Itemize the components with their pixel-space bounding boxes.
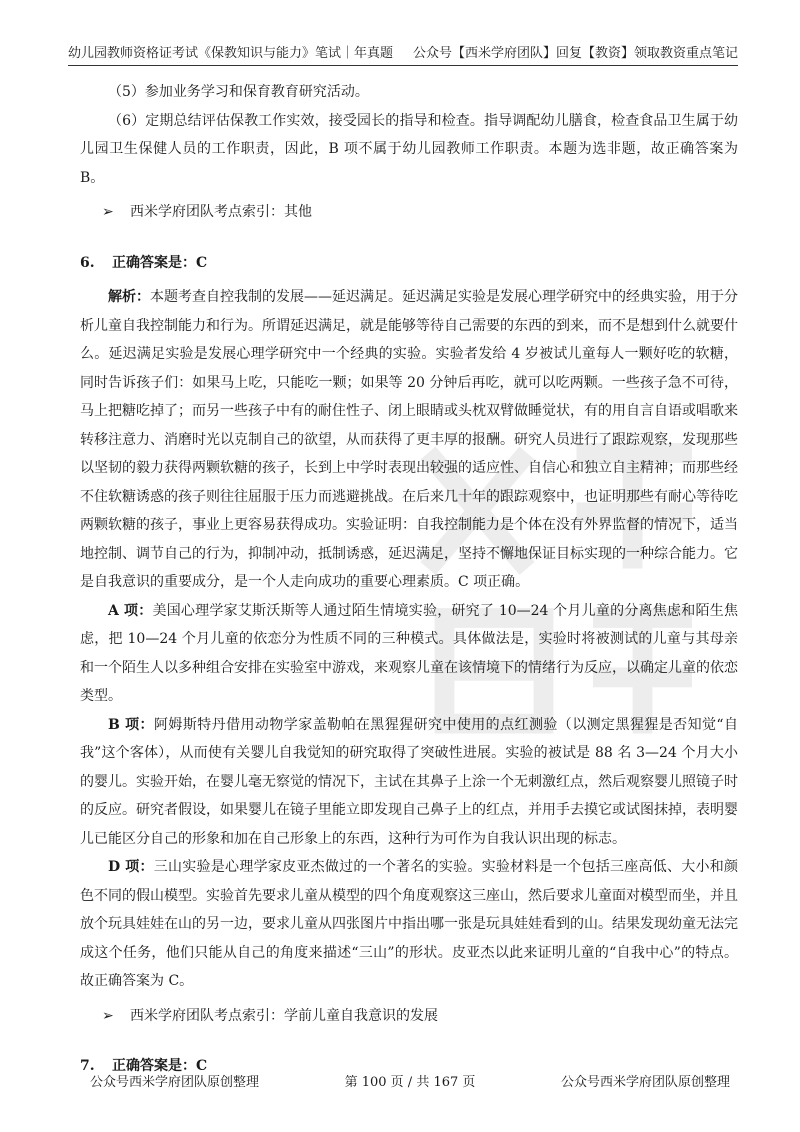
option-a-paragraph [80, 597, 738, 711]
topic-index-bullet [80, 198, 738, 227]
paragraph-duty-5: （5）参加业务学习和保育教育研究活动。 [108, 84, 369, 100]
question-number: 6. [80, 254, 95, 271]
option-d-text: 三山实验是心理学家皮亚杰做过的一个著名的实验。实验材料是一个包括三座高低、大小和颜色不同的假山模型。实验首先要求儿童从模型的四个角度观察这三座山，然后要求儿童面对模型而坐，并且放个玩具娃娃在山的另一边，要求儿童从四张图片中指出哪一张是玩具娃娃看到的山。结果发现幼童无法完成这个任务，他们只能从自己的角度来描述“三山”的形状。皮亚杰以此来证明儿童的“自我中心”的特点。故正确答案为 C。 [80, 859, 738, 989]
analysis-text: 本题考查自控我制的发展——延迟满足。延迟满足实验是发展心理学研究中的经典实验，用于分析儿童自我控制能力和行为。所谓延迟满足，就是能够等待自己需要的东西的到来，而不是想到什么就要什么。延迟满足实验是发展心理学研究中一个经典的实验。实验者发给 4 岁被试儿童每人一颗好吃的软糖，同时告诉孩子们：如果马上吃，只能吃一颗；如果等 20 分钟后再吃，就可以吃两颗。一些孩子急不可待，马上把糖吃掉了；而另一些孩子中有的耐住性子、闭上眼睛或头枕双臂做睡觉状，有的用自言自语或唱歌来转移注意力、消磨时光以克制自己的欲望，从而获得了更丰厚的报酬。研究人员进行了跟踪观察，发现那些以坚韧的毅力获得两颗软糖的孩子，长到上中学时表现出较强的适应性、自信心和独立自主精神；而那些经不住软糖诱惑的孩子则往往屈服于压力而逃避挑战。在后来几十年的跟踪观察中，也证明那些有耐心等待吃两颗软糖的孩子，事业上更容易获得成功。实验证明：自我控制能力是个体在没有外界监督的情况下，适当地控制、调节自己的行为，抑制冲动，抵制诱惑，延迟满足，坚持不懈地保证目标实现的一种综合能力。它是自我意识的重要成分，是一个人走向成功的重要心理素质。C 项正确。 [80, 289, 738, 590]
page-number: 第 100 页 / 共 167 页 [344, 1075, 476, 1090]
option-b-text: 阿姆斯特丹借用动物学家盖勒帕在黑猩猩研究中使用的点红测验（以测定黑猩猩是否知觉“自我”这个客体），从而使有关婴儿自我觉知的研究取得了突破性进展。实验的被试是 88 名 3—24 个月大小的婴儿。实验开始，在婴儿毫无察觉的情况下，主试在其鼻子上涂一个无刺激红点，然后观察婴儿照镜子时的反应。研究者假设，如果婴儿在镜子里能立即发现自己鼻子上的红点，并用手去摸它或试图抹掉，表明婴儿已能区分自己的形象和加在自己形象上的东西，这种行为可作为自我认识出现的标志。 [80, 716, 738, 847]
arrow-bullet-icon: ➢ [102, 204, 114, 220]
header-left-title: 幼儿园教师资格证考试《保教知识与能力》笔试｜年真题 [68, 46, 394, 61]
topic-index-bullet [80, 1002, 738, 1031]
page-footer [90, 1071, 730, 1090]
page-header [68, 36, 738, 66]
header-right-promo: 公众号【西米学府团队】回复【教资】领取教资重点笔记 [412, 46, 738, 61]
option-d-paragraph [80, 853, 738, 996]
answer-heading-6 [80, 249, 738, 278]
option-b-label: B 项： [108, 716, 154, 733]
answer-text: 正确答案是：C [112, 254, 208, 271]
option-d-label: D 项： [108, 859, 154, 875]
arrow-bullet-icon: ➢ [102, 1007, 114, 1024]
paragraph-duty-6: （6）定期总结评估保教工作实效，接受园长的指导和检查。指导调配幼儿膳食，检查食品卫生属于幼儿园卫生保健人员的工作职责，因此，B 项不属于幼儿园教师工作职责。本题为选非题，故正确答案为 B。 [80, 112, 738, 186]
option-a-text: 美国心理学家艾斯沃斯等人通过陌生情境实验，研究了 10—24 个月儿童的分离焦虑和陌生焦虑，把 10—24 个月儿童的依恋分为性质不同的三种模式。具体做法是，实验时将被测试的儿童与其母亲和一个陌生人以多种组合安排在实验室中游戏，来观察儿童在该情境下的情绪行为反应，以确定儿童的依恋类型。 [80, 602, 738, 704]
analysis-label: 解析： [108, 289, 150, 305]
topic-index-text: 西米学府团队考点索引：其他 [130, 204, 312, 220]
topic-index-text: 西米学府团队考点索引：学前儿童自我意识的发展 [130, 1007, 438, 1024]
question-number: 7. [80, 1058, 95, 1074]
document-body [80, 78, 738, 1087]
answer-text: 正确答案是：C [112, 1058, 208, 1074]
footer-left: 公众号西米学府团队原创整理 [90, 1075, 260, 1090]
analysis-paragraph [80, 283, 738, 597]
option-a-label: A 项： [108, 602, 153, 619]
option-b-paragraph [80, 711, 738, 854]
footer-right: 公众号西米学府团队原创整理 [560, 1075, 730, 1090]
